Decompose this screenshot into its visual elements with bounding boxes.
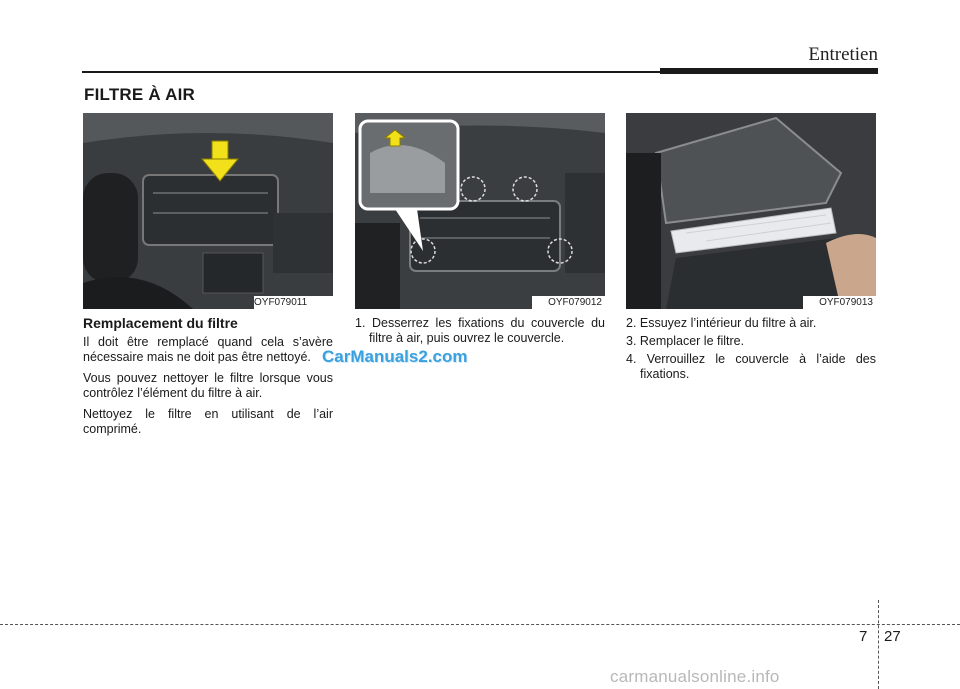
footer-rule	[0, 624, 960, 625]
figure-engine-bay-3	[626, 113, 876, 309]
chapter-number: 7	[859, 628, 868, 645]
figure-label: OYF079012	[532, 296, 605, 309]
watermark-footer-link[interactable]: carmanualsonline.info	[610, 667, 780, 686]
paragraph: Vous pouvez nettoyer le filtre lorsque vous contrôlez l’élément du filtre à air.	[83, 371, 333, 400]
engine-photo-2	[355, 113, 605, 309]
watermark-link[interactable]: CarManuals2.com	[322, 347, 468, 366]
engine-photo-1	[83, 113, 333, 309]
subtitle: Remplacement du filtre	[83, 315, 238, 331]
figure-label: OYF079013	[803, 296, 876, 309]
header-rule	[82, 71, 660, 73]
step-item: 1. Desserrez les fixations du couvercle du filtre à air, puis ouvrez le couvercle.	[355, 316, 605, 345]
footer-divider	[878, 600, 879, 689]
paragraph: Nettoyez le filtre en utilisant de l’air comprimé.	[83, 407, 333, 436]
paragraph: Il doit être remplacé quand cela s’avère nécessaire mais ne doit pas être nettoyé.	[83, 335, 333, 364]
step-item: 3. Remplacer le filtre.	[626, 334, 745, 348]
left-column	[83, 316, 333, 443]
header-section-title: Entretien	[808, 44, 878, 65]
step-item: 4. Verrouillez le couvercle à l’aide des fixations.	[626, 352, 876, 381]
middle-column	[355, 316, 605, 349]
engine-photo-3	[626, 113, 876, 309]
page-title: FILTRE À AIR	[84, 85, 195, 104]
header-rule-accent	[660, 68, 878, 74]
page-number: 27	[884, 628, 901, 645]
figure-engine-bay-2	[355, 113, 605, 309]
figure-engine-bay-1	[83, 113, 333, 309]
step-item: 2. Essuyez l’intérieur du filtre à air.	[626, 316, 817, 330]
figure-label: OYF079011	[254, 296, 333, 309]
right-column	[626, 316, 876, 385]
